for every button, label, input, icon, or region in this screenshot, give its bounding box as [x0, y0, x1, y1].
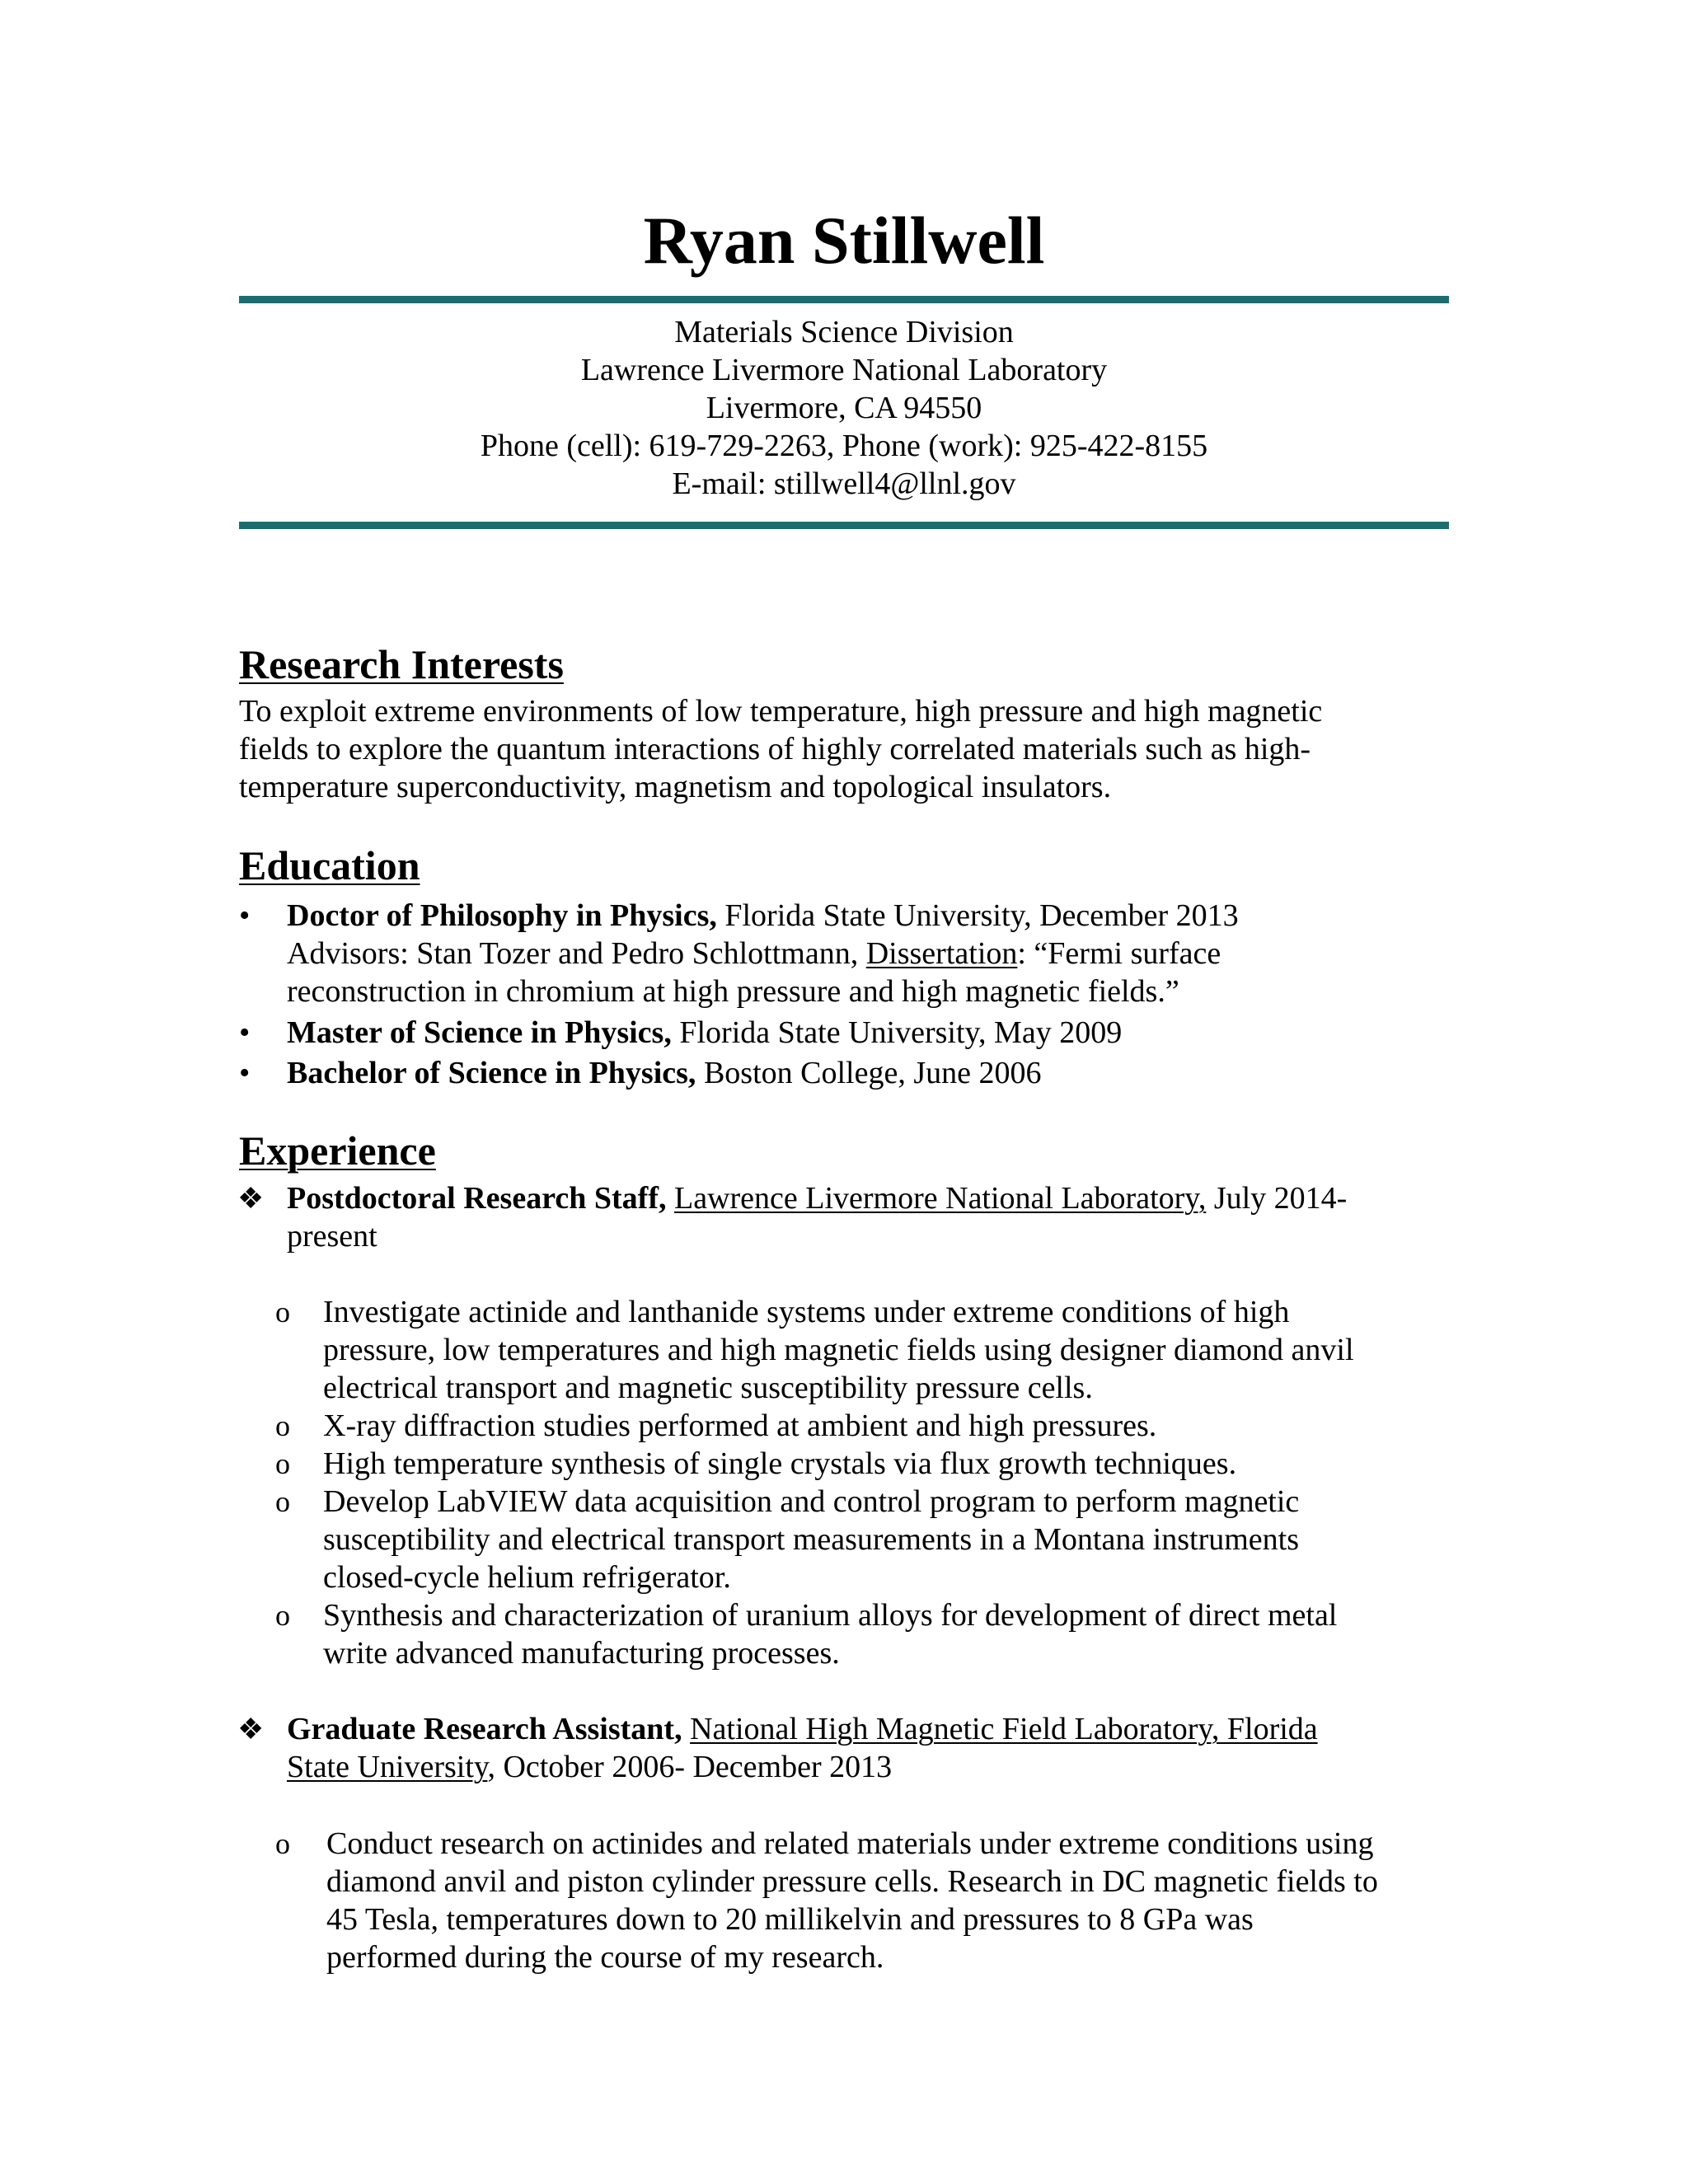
degree-name: Master of Science in Physics, [287, 1015, 672, 1050]
bullet-icon: • [239, 1056, 251, 1090]
degree-details: Florida State University, May 2009 [671, 1015, 1123, 1050]
education-item [287, 1054, 1041, 1092]
job-date-cont: present [287, 1219, 377, 1254]
task-line: Conduct research on actinides and related materials under extreme conditions using [326, 1826, 1374, 1861]
advisors-text: Advisors: Stan Tozer and Pedro Schlottmann, [287, 936, 866, 971]
degree-name: Bachelor of Science in Physics, [287, 1056, 696, 1090]
circle-bullet-icon: o [275, 1409, 290, 1442]
research-line: temperature superconductivity, magnetism and topological insulators. [239, 770, 1112, 804]
circle-bullet-icon: o [275, 1599, 290, 1632]
task-line: 45 Tesla, temperatures down to 20 millikelvin and pressures to 8 GPa was [326, 1902, 1254, 1937]
task-line: performed during the course of my research. [326, 1940, 884, 1975]
task-line: Develop LabVIEW data acquisition and control program to perform magnetic [323, 1484, 1300, 1519]
circle-bullet-icon: o [275, 1296, 290, 1329]
job-date: , October 2006- December 2013 [487, 1750, 893, 1784]
task-line: Investigate actinide and lanthanide systems under extreme conditions of high [323, 1295, 1290, 1329]
task-line: pressure, low temperatures and high magnetic fields using designer diamond anvil [323, 1333, 1354, 1367]
contact-block [0, 313, 1688, 503]
job-title-line [287, 1179, 1347, 1217]
task-line: electrical transport and magnetic susceptibility pressure cells. [323, 1371, 1093, 1405]
bullet-icon: • [239, 898, 251, 933]
degree-details: Florida State University, December 2013 [716, 898, 1239, 933]
contact-email: E-mail: stillwell4@llnl.gov [672, 466, 1016, 501]
education-item [287, 897, 1239, 935]
resume-name: Ryan Stillwell [643, 203, 1045, 278]
research-interests-text [239, 692, 1322, 806]
task-line: Synthesis and characterization of uranium alloys for development of direct metal [323, 1598, 1338, 1633]
job-title: Postdoctoral Research Staff, [287, 1181, 667, 1216]
task-line: susceptibility and electrical transport measurements in a Montana instruments [323, 1522, 1300, 1557]
job-organization-cont: State University [287, 1750, 488, 1784]
education-heading: Education [239, 842, 420, 888]
research-line: To exploit extreme environments of low temperature, high pressure and high magnetic [239, 694, 1323, 729]
job-org-date-line [287, 1748, 892, 1786]
dissertation-label: Dissertation [865, 936, 1018, 971]
dissertation-line [287, 935, 1221, 972]
job-date: July 2014- [1206, 1181, 1348, 1216]
job-title: Graduate Research Assistant, [287, 1712, 682, 1746]
education-item [287, 1014, 1122, 1052]
circle-bullet-icon: o [275, 1447, 290, 1480]
job-organization: Lawrence Livermore National Laboratory, [673, 1181, 1207, 1216]
dissertation-title-start: : “Fermi surface [1017, 936, 1221, 971]
bullet-icon: • [239, 1015, 251, 1050]
experience-heading: Experience [239, 1127, 436, 1174]
degree-name: Doctor of Philosophy in Physics, [287, 898, 717, 933]
task-line: diamond anvil and piston cylinder pressure cells. Research in DC magnetic fields to [326, 1864, 1378, 1899]
circle-bullet-icon: o [275, 1485, 290, 1518]
task-line: closed-cycle helium refrigerator. [323, 1560, 731, 1595]
degree-details: Boston College, June 2006 [696, 1056, 1042, 1090]
circle-bullet-icon: o [275, 1827, 290, 1860]
header-top-rule [239, 296, 1449, 303]
contact-city: Livermore, CA 94550 [706, 391, 982, 425]
contact-phones: Phone (cell): 619-729-2263, Phone (work): 925-422-8155 [480, 429, 1208, 463]
job-title-line [287, 1710, 1318, 1748]
dissertation-title-cont: reconstruction in chromium at high pressure and high magnetic fields.” [287, 974, 1179, 1009]
research-interests-heading: Research Interests [239, 641, 564, 687]
job-organization: National High Magnetic Field Laboratory, Florida [690, 1712, 1318, 1746]
contact-division: Materials Science Division [674, 315, 1014, 349]
task-line: write advanced manufacturing processes. [323, 1636, 840, 1671]
diamond-bullet-icon: ❖ [237, 1713, 265, 1746]
research-line: fields to explore the quantum interactions of highly correlated materials such as high- [239, 732, 1311, 766]
contact-lab: Lawrence Livermore National Laboratory [580, 353, 1108, 387]
task-line: X-ray diffraction studies performed at ambient and high pressures. [323, 1408, 1157, 1443]
diamond-bullet-icon: ❖ [237, 1182, 265, 1215]
task-line: High temperature synthesis of single crystals via flux growth techniques. [323, 1446, 1237, 1481]
header-bottom-rule [239, 522, 1449, 529]
